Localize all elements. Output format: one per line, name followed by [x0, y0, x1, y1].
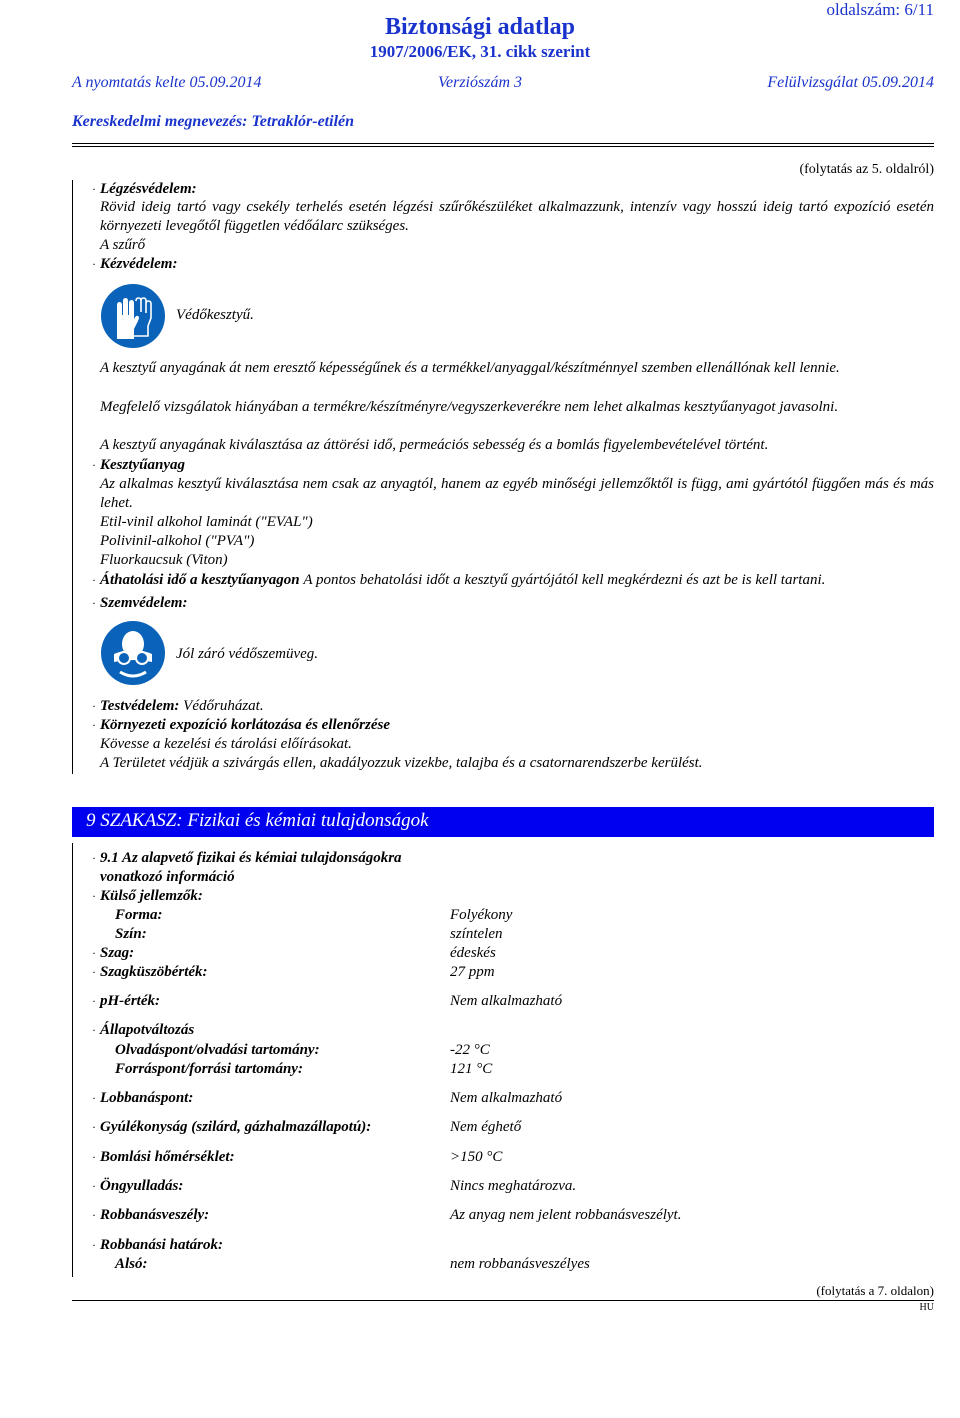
color-value: színtelen [450, 926, 503, 942]
boiling-label: Forráspont/forrási tartomány: [115, 1061, 303, 1077]
trade-name: Kereskedelmi megnevezés: Tetraklór-etilén [72, 113, 355, 130]
gloves-icon [100, 283, 166, 354]
respiratory-text: Rövid ideig tartó vagy csekély terhelés esetén légzési szűrőkészüléket alkalmazzunk, intenzív vagy hosszú ideig tartó expozíció esetén környezeti levegőtől független védőálarc szükséges. [100, 199, 934, 234]
bullet: · [92, 1120, 96, 1134]
eye-protection-label: Szemvédelem: [100, 595, 188, 611]
header-divider-2 [72, 146, 934, 147]
bullet: · [92, 1023, 96, 1037]
document-subtitle: 1907/2006/EK, 31. cikk szerint [369, 42, 591, 61]
bullet: · [92, 596, 96, 610]
bullet: · [92, 699, 96, 713]
bullet: · [92, 965, 96, 979]
glove-material-text: Az alkalmas kesztyű kiválasztása nem csak az anyagtól, hanem az egyéb minőségi jellemzőktől is függ, ami gyártótól függően más és más lehet. [100, 476, 934, 511]
lower-limit-label: Alsó: [115, 1256, 148, 1272]
version-number: Verziószám 3 [437, 74, 522, 91]
gloves-caption: Védőkesztyű. [176, 307, 254, 323]
penetration-row [100, 571, 825, 590]
bullet: · [92, 994, 96, 1008]
glove-selection-note: A kesztyű anyagának kiválasztása az áttörési idő, permeációs sebesség és a bomlás figyelembevételével történt. [100, 437, 769, 453]
autoignition-label: Öngyulladás: [100, 1178, 184, 1194]
bullet: · [92, 946, 96, 960]
glove-material-label: Kesztyűanyag [100, 457, 186, 473]
boiling-value: 121 °C [450, 1061, 493, 1077]
environment-line-2: A Területet védjük a szivárgás ellen, akadályozzuk vizekbe, talajba és a csatornarendszerbe kerülést. [100, 755, 703, 771]
explosion-danger-value: Az anyag nem jelent robbanásveszélyt. [450, 1207, 682, 1223]
goggles-caption: Jól záró védőszemüveg. [176, 646, 319, 662]
bullet: · [92, 1091, 96, 1105]
body-protection-row [100, 697, 264, 716]
header-divider [72, 143, 934, 144]
ph-label: pH-érték: [100, 993, 160, 1009]
bullet: · [92, 257, 96, 271]
ph-value: Nem alkalmazható [450, 993, 563, 1009]
environment-label: Környezeti expozíció korlátozása és ellenőrzése [100, 717, 390, 733]
filter-text: A szűrő [100, 237, 146, 253]
bullet: · [92, 458, 96, 472]
decomposition-label: Bomlási hőmérséklet: [100, 1149, 235, 1165]
glove-material-item: Fluorkaucsuk (Viton) [100, 552, 228, 568]
bullet: · [92, 1179, 96, 1193]
explosion-limits-label: Robbanási határok: [100, 1237, 223, 1253]
flammability-label: Gyúlékonyság (szilárd, gázhalmazállapotú): [100, 1119, 372, 1135]
continued-to: (folytatás a 7. oldalon) [816, 1283, 934, 1298]
form-value: Folyékony [450, 907, 513, 923]
glove-test-note: Megfelelő vizsgálatok hiányában a termékre/készítményre/vegyszerkeverékre nem lehet alkalmas kesztyűanyagot javasolni. [100, 399, 839, 415]
continued-from: (folytatás az 5. oldalról) [799, 162, 934, 177]
glove-material-item: Polivinil-alkohol ("PVA") [100, 533, 255, 549]
odor-label: Szag: [100, 945, 135, 961]
appearance-label: Külső jellemzők: [100, 888, 203, 904]
page-number: oldalszám: 6/11 [826, 0, 934, 19]
flash-point-label: Lobbanáspont: [100, 1090, 194, 1106]
footer-divider [72, 1300, 934, 1301]
melting-value: -22 °C [450, 1042, 490, 1058]
bullet: · [92, 1208, 96, 1222]
goggles-icon [100, 620, 166, 691]
environment-line-1: Kövesse a kezelési és tárolási előírásokat. [100, 736, 352, 752]
autoignition-value: Nincs meghatározva. [450, 1178, 577, 1194]
form-label: Forma: [115, 907, 163, 923]
bullet: · [92, 182, 96, 196]
bullet: · [92, 1150, 96, 1164]
section9-banner [72, 807, 934, 837]
color-label: Szín: [115, 926, 147, 942]
section9-left-rule [72, 843, 73, 1277]
revision-date: Felülvizsgálat 05.09.2014 [767, 74, 934, 91]
glove-material-item: Etil-vinil alkohol laminát ("EVAL") [100, 514, 313, 530]
bullet: · [92, 1238, 96, 1252]
bullet: · [92, 718, 96, 732]
state-change-label: Állapotváltozás [100, 1022, 195, 1038]
flash-point-value: Nem alkalmazható [450, 1090, 563, 1106]
bullet: · [92, 851, 96, 865]
glove-material-requirement: A kesztyű anyagának át nem eresztő képességűnek és a termékkel/anyaggal/készítménnyel szemben ellenállónak kell lennie. [100, 360, 840, 376]
flammability-value: Nem éghető [450, 1119, 522, 1135]
decomposition-value: >150 °C [450, 1149, 503, 1165]
odor-value: édeskés [450, 945, 496, 961]
document-title: Biztonsági adatlap [384, 14, 576, 40]
bullet: · [92, 889, 96, 903]
language-code: HU [919, 1302, 934, 1313]
bullet: · [92, 573, 96, 587]
section9-heading-2: vonatkozó információ [100, 869, 235, 885]
body-protection-text: Védőruházat. [183, 698, 264, 714]
lower-limit-value: nem robbanásveszélyes [450, 1256, 590, 1272]
body-protection-label: Testvédelem: [100, 698, 180, 714]
section8-left-rule [72, 180, 73, 774]
section9-title: 9 SZAKASZ: Fizikai és kémiai tulajdonságok [86, 810, 429, 831]
penetration-text: A pontos behatolási időt a kesztyű gyártójától kell megkérdezni és azt be is kell tartani. [303, 572, 826, 588]
print-date: A nyomtatás kelte 05.09.2014 [72, 74, 262, 91]
odor-threshold-value: 27 ppm [450, 964, 495, 980]
melting-label: Olvadáspont/olvadási tartomány: [115, 1042, 320, 1058]
odor-threshold-label: Szagküszöbérték: [100, 964, 208, 980]
penetration-label: Áthatolási idő a kesztyűanyagon [100, 572, 300, 588]
section9-heading-1: 9.1 Az alapvető fizikai és kémiai tulajdonságokra [100, 850, 402, 866]
respiratory-label: Légzésvédelem: [100, 181, 197, 197]
hand-protection-label: Kézvédelem: [100, 256, 178, 272]
explosion-danger-label: Robbanásveszély: [100, 1207, 210, 1223]
